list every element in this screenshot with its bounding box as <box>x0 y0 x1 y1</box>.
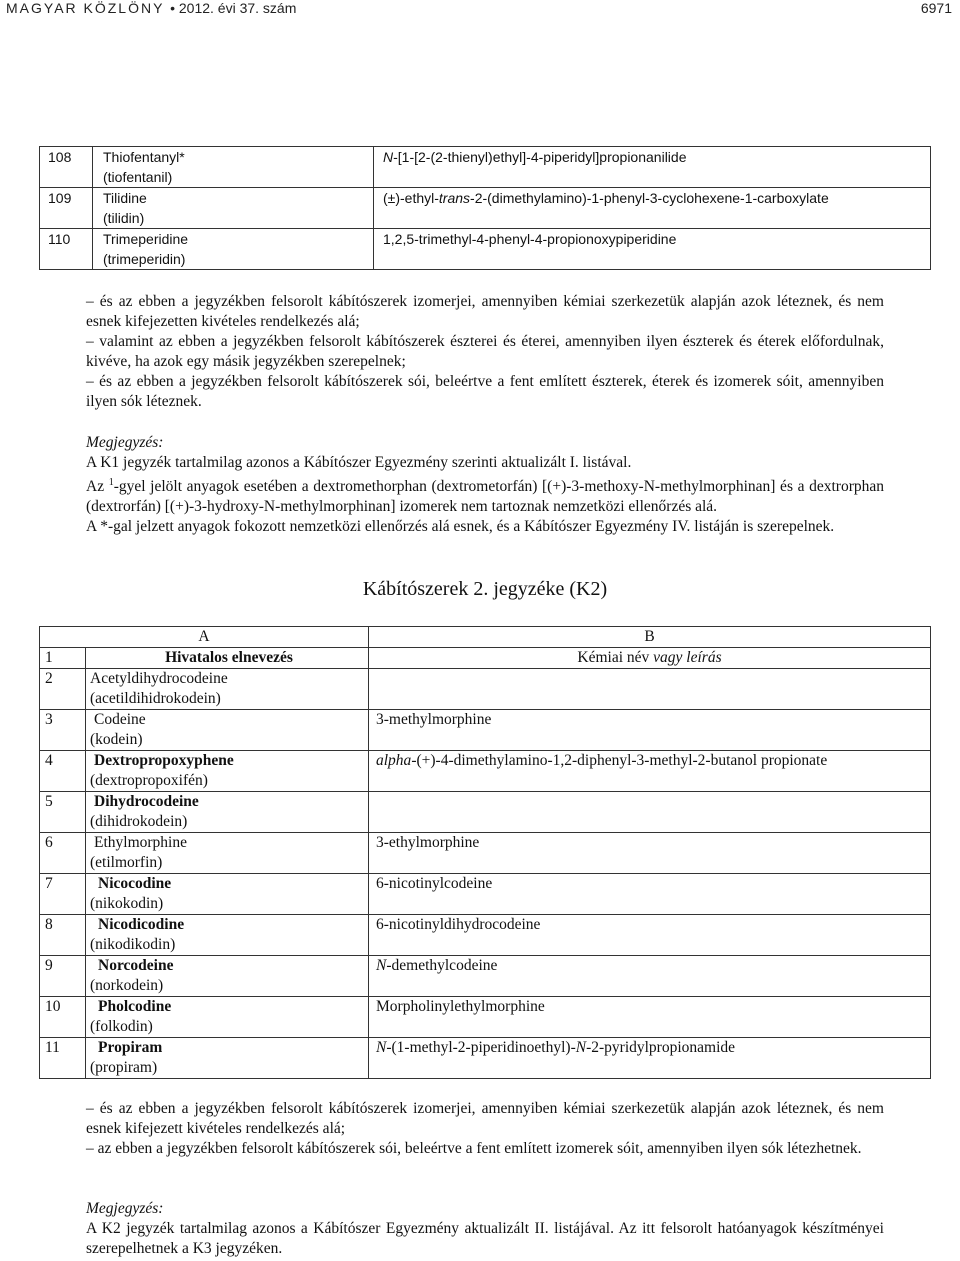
row-number: 2 <box>40 669 86 710</box>
chem-text: -2-(dimethylamino)-1-phenyl-3-cyclohexene-1-carboxylate <box>470 190 829 206</box>
row-number: 110 <box>40 229 93 270</box>
name-primary: Ethylmorphine <box>94 834 187 851</box>
name-hungarian: (etilmorfin) <box>90 854 163 871</box>
k1-notes <box>86 292 884 412</box>
header-italic: vagy leírás <box>653 649 722 666</box>
row-number: 6 <box>40 833 86 874</box>
chemical-name <box>374 188 931 229</box>
name-primary: Nicodicodine <box>98 916 185 933</box>
remark-text: Az <box>86 478 109 496</box>
table-row <box>40 792 931 833</box>
row-number: 4 <box>40 751 86 792</box>
chem-text: -2-pyridylpropionamide <box>586 1039 736 1056</box>
chem-text: -(+)-4-dimethylamino-1,2-diphenyl-3-methyl-2-butanol propionate <box>411 752 828 769</box>
name-hungarian: (tilidin) <box>103 210 145 226</box>
name-hungarian: (trimeperidin) <box>103 251 186 267</box>
chem-italic: trans <box>438 190 471 206</box>
name-primary: Tilidine <box>103 190 147 206</box>
chem-text: -[1-[2-(2-thienyl)ethyl]-4-piperidyl]propionanilide <box>393 149 687 165</box>
remark-line: A K2 jegyzék tartalmilag azonos a Kábítószer Egyezmény aktualizált II. listájával. Az itt felsorolt hatóanyagok készítményei szerepelhetnek a K3 jegyzéken. <box>86 1220 884 1257</box>
journal-title <box>6 0 296 16</box>
table-row <box>40 229 931 270</box>
table-row <box>40 874 931 915</box>
name-primary: Pholcodine <box>98 998 172 1015</box>
substance-name <box>93 188 374 229</box>
section-title: Kábítószerek 2. jegyzéke (K2) <box>362 578 608 600</box>
row-number: 9 <box>40 956 86 997</box>
chemical-name <box>369 792 931 833</box>
chem-italic: N <box>575 1039 587 1056</box>
remark-label: Megjegyzés: <box>86 434 164 451</box>
substance-name <box>86 792 369 833</box>
chemical-name <box>369 669 931 710</box>
k1-remark <box>86 433 884 537</box>
row-number: 109 <box>40 188 93 229</box>
row-number: 108 <box>40 147 93 188</box>
substance-name <box>86 833 369 874</box>
header-text: Kémiai név <box>577 649 654 666</box>
name-primary: Dextropropoxyphene <box>94 752 234 769</box>
chemical-name <box>374 147 931 188</box>
name-hungarian: (propiram) <box>90 1059 158 1076</box>
chem-text: -(1-methyl-2-piperidinoethyl)- <box>386 1039 576 1056</box>
footnote-mark: 1 <box>108 477 114 488</box>
name-primary: Nicocodine <box>98 875 172 892</box>
chemical-name: 6-nicotinylcodeine <box>369 874 931 915</box>
page-number: 6971 <box>920 0 952 16</box>
name-primary: Norcodeine <box>98 957 174 974</box>
substance-name <box>86 874 369 915</box>
name-hungarian: (acetildihidrokodein) <box>90 690 221 707</box>
row-number: 10 <box>40 997 86 1038</box>
name-primary: Propiram <box>98 1039 163 1056</box>
chem-text: -demethylcodeine <box>386 957 498 974</box>
table-row <box>40 997 931 1038</box>
chemical-name <box>369 751 931 792</box>
column-a-header: A <box>40 627 369 648</box>
chem-prefix: (±)-ethyl- <box>383 190 439 206</box>
row-number: 7 <box>40 874 86 915</box>
table-row <box>40 147 931 188</box>
official-name-header: Hivatalos elnevezés <box>86 648 369 669</box>
name-hungarian: (folkodin) <box>90 1018 153 1035</box>
column-b-header: B <box>369 627 931 648</box>
table-row <box>40 669 931 710</box>
substance-name <box>93 147 374 188</box>
k2-notes <box>86 1099 884 1159</box>
substance-name <box>86 751 369 792</box>
row-number: 5 <box>40 792 86 833</box>
table-row <box>40 751 931 792</box>
note-isomers: – és az ebben a jegyzékben felsorolt kábítószerek izomerjei, amennyiben kémiai szerkezetük alapján azok léteznek, és nem esnek kifejezett kivételes rendelkezés alá; <box>86 1100 884 1137</box>
substance-name <box>86 997 369 1038</box>
name-hungarian: (nikokodin) <box>90 895 164 912</box>
table-row <box>40 710 931 751</box>
remark-line: A K1 jegyzék tartalmilag azonos a Kábítószer Egyezmény szerinti aktualizált I. listával. <box>86 454 632 471</box>
substance-name <box>86 915 369 956</box>
note-salts: – és az ebben a jegyzékben felsorolt kábítószerek sói, beleértve a fent említett észterek, éterek és izomerek sóit, amennyiben ilyen sók léteznek. <box>86 373 884 410</box>
k1-table-continuation <box>39 146 931 270</box>
name-hungarian: (dihidrokodein) <box>90 813 188 830</box>
k2-remark <box>86 1199 884 1259</box>
name-hungarian: (nikodikodin) <box>90 936 176 953</box>
remark-line: A *-gal jelzett anyagok fokozott nemzetközi ellenőrzés alá esnek, és a Kábítószer Egyezmény IV. listáján is szerepelnek. <box>86 518 835 536</box>
substance-name <box>86 710 369 751</box>
table-row <box>40 956 931 997</box>
chemical-name <box>369 956 931 997</box>
substance-name <box>86 956 369 997</box>
name-hungarian: (norkodein) <box>90 977 164 994</box>
chemical-name-header <box>369 648 931 669</box>
row-number: 11 <box>40 1038 86 1079</box>
remark-text: -gyel jelölt anyagok esetében a dextromethorphan (dextrometorfán) [(+)-3-methoxy-N-methylmorphinan] és a dextrorphan (dextrorfán) [(+)-3-hydroxy-N-methylmorphinan] izomerek nem tartoznak nemzetközi ellenőrzés alá. <box>86 478 884 516</box>
table-header-row <box>40 627 931 648</box>
chem-italic: N <box>376 1039 387 1056</box>
chemical-name <box>369 1038 931 1079</box>
table-row <box>40 188 931 229</box>
chem-italic: N <box>383 149 394 165</box>
chemical-name: 3-ethylmorphine <box>369 833 931 874</box>
chem-italic: alpha <box>376 752 412 769</box>
substance-name <box>93 229 374 270</box>
note-salts: – az ebben a jegyzékben felsorolt kábítószerek sói, beleértve a fent említett izomerek sóit, amennyiben ilyen sók létezhetnek. <box>86 1140 862 1157</box>
row-number: 8 <box>40 915 86 956</box>
page-header <box>0 0 960 16</box>
substance-name <box>86 1038 369 1079</box>
chem-italic: N <box>376 957 387 974</box>
name-primary: Thiofentanyl* <box>103 149 185 165</box>
table-row <box>40 1038 931 1079</box>
row-number: 3 <box>40 710 86 751</box>
substance-name <box>86 669 369 710</box>
remark-line <box>86 473 884 517</box>
name-primary: Trimeperidine <box>103 231 189 247</box>
chemical-name: 3-methylmorphine <box>369 710 931 751</box>
row-number: 1 <box>40 648 86 669</box>
journal-issue: • 2012. évi 37. szám <box>170 0 297 16</box>
name-primary: Codeine <box>94 711 146 728</box>
chemical-name: Morpholinylethylmorphine <box>369 997 931 1038</box>
name-hungarian: (kodein) <box>90 731 143 748</box>
name-hungarian: (tiofentanil) <box>103 169 173 185</box>
chemical-name: 6-nicotinyldihydrocodeine <box>369 915 931 956</box>
name-primary: Dihydrocodeine <box>94 793 199 810</box>
table-row <box>40 915 931 956</box>
table-row <box>40 833 931 874</box>
note-esters: – valamint az ebben a jegyzékben felsorolt kábítószerek észterei és éterei, amennyiben ilyen észterek és éterek előfordulnak, kivéve, ha azok egy másik jegyzékben szerepelnek; <box>86 333 884 370</box>
k2-table <box>39 626 931 1079</box>
note-isomers: – és az ebben a jegyzékben felsorolt kábítószerek izomerjei, amennyiben kémiai szerkezetük alapján azok léteznek, és nem esnek kifejezetten kivételes rendelkezés alá; <box>86 293 884 330</box>
name-primary: Acetyldihydrocodeine <box>90 670 228 687</box>
name-hungarian: (dextropropoxifén) <box>90 772 208 789</box>
remark-label: Megjegyzés: <box>86 1200 164 1217</box>
table-row <box>40 648 931 669</box>
chemical-name: 1,2,5-trimethyl-4-phenyl-4-propionoxypiperidine <box>374 229 931 270</box>
journal-name: MAGYAR KÖZLÖNY <box>6 0 165 16</box>
